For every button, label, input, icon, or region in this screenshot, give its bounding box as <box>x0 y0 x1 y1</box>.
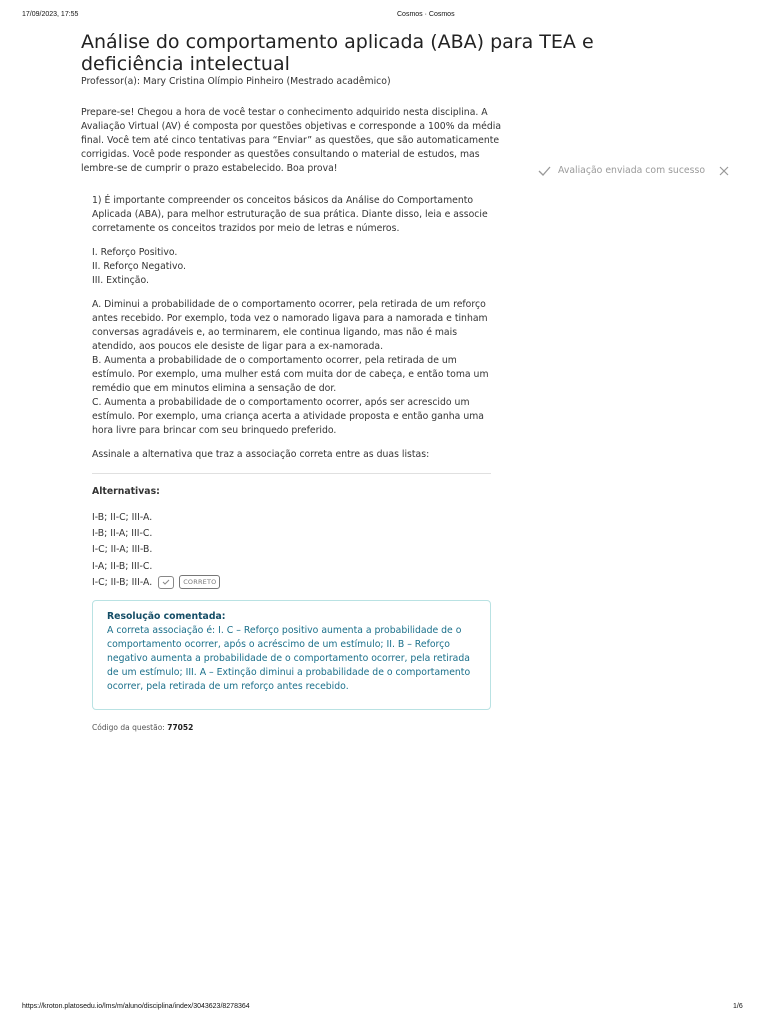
alternatives-list <box>92 509 220 590</box>
print-page-number: 1/6 <box>733 1003 743 1010</box>
question-prompt: Assinale a alternativa que traz a associação correta entre as duas listas: <box>92 449 430 460</box>
alternative-label: I-B; II-A; III-C. <box>92 527 153 539</box>
correct-badge: CORRETO <box>179 575 220 589</box>
intro-text: Prepare-se! Chegou a hora de você testar o conhecimento adquirido nesta disciplina. A Avaliação Virtual (AV) é composta por questões objetivas e corresponde a 100% da média final. Você tem até cinco tentativas para “Enviar” as questões, que são automaticamente corrigidas. Você pode responder as questões consultando o material de estudos, mas lembre-se de cumprir o prazo estabelecido. Boa prova! <box>81 107 502 174</box>
concept-item: II. Reforço Negativo. <box>92 261 186 272</box>
professor-info: Professor(a): Mary Cristina Olímpio Pinheiro (Mestrado acadêmico) <box>81 76 391 87</box>
alternative-label: I-C; II-A; III-B. <box>92 544 153 556</box>
question-code-label: Código da questão: <box>92 723 165 732</box>
resolution-heading: Resolução comentada: <box>107 611 226 622</box>
print-datetime: 17/09/2023, 17:55 <box>22 11 79 18</box>
alternative-label: I-B; II-C; III-A. <box>92 511 153 523</box>
definition-item: C. Aumenta a probabilidade de o comportamento ocorrer, após ser acrescido um estímulo. Por exemplo, uma criança acerta a atividade proposta e então ganha uma hora livre para brincar com seu brinquedo preferido. <box>92 397 484 436</box>
resolution-text: A correta associação é: I. C – Reforço positivo aumenta a probabilidade de o comportamento ocorrer, após o acréscimo de um estímulo; II. B – Reforço negativo aumenta a probabilidade de o comportamento ocorrer, pela retirada de um estímulo; III. A – Extinção diminui a probabilidade de o comportamento ocorrer, pela retirada de um reforço antes recebido. <box>107 625 471 692</box>
question-statement: 1) É importante compreender os conceitos básicos da Análise do Comportamento Aplicada (ABA), para melhor estruturação de sua prática. Diante disso, leia e associe corretamente os conceitos trazidos por meio de letras e números. <box>92 195 488 234</box>
alternative-label: I-C; II-B; III-A. <box>92 576 153 588</box>
check-icon <box>538 166 551 176</box>
question-text <box>92 194 492 472</box>
success-toast <box>538 165 736 176</box>
concept-item: I. Reforço Positivo. <box>92 247 178 258</box>
concept-list <box>92 246 492 288</box>
alternative-option[interactable] <box>92 558 220 574</box>
definition-list <box>92 298 492 438</box>
alternative-option[interactable] <box>92 509 220 525</box>
alternatives-heading: Alternativas: <box>92 486 160 497</box>
print-page-title: Cosmos · Cosmos <box>397 11 455 18</box>
close-icon[interactable] <box>719 166 729 176</box>
page-title: Análise do comportamento aplicada (ABA) para TEA e deficiência intelectual <box>81 31 594 75</box>
definition-item: A. Diminui a probabilidade de o comportamento ocorrer, pela retirada de um reforço antes recebido. Por exemplo, toda vez o namorado ligava para a namorada e tinham conversas agradáveis e, ao terminarem, ele continua ligando, mas não é mais atendido, aos poucos ele desiste de ligar para a ex-namorada. <box>92 299 488 352</box>
toast-text: Avaliação enviada com sucesso <box>558 165 706 176</box>
divider <box>92 473 491 474</box>
resolution-box <box>92 600 491 710</box>
alternative-label: I-A; II-B; III-C. <box>92 560 153 572</box>
question-code-value: 77052 <box>167 723 194 732</box>
alternative-option[interactable] <box>92 574 220 590</box>
selected-check-icon <box>158 576 174 589</box>
concept-item: III. Extinção. <box>92 275 149 286</box>
alternative-option[interactable] <box>92 542 220 558</box>
print-url: https://kroton.platosedu.io/lms/m/aluno/disciplina/index/3043623/8278364 <box>22 1003 250 1010</box>
alternative-option[interactable] <box>92 525 220 541</box>
question-code <box>92 723 193 732</box>
definition-item: B. Aumenta a probabilidade de o comportamento ocorrer, pela retirada de um estímulo. Por exemplo, uma mulher está com muita dor de cabeça, e então toma um remédio que em minutos elimina a sensação de dor. <box>92 355 489 394</box>
